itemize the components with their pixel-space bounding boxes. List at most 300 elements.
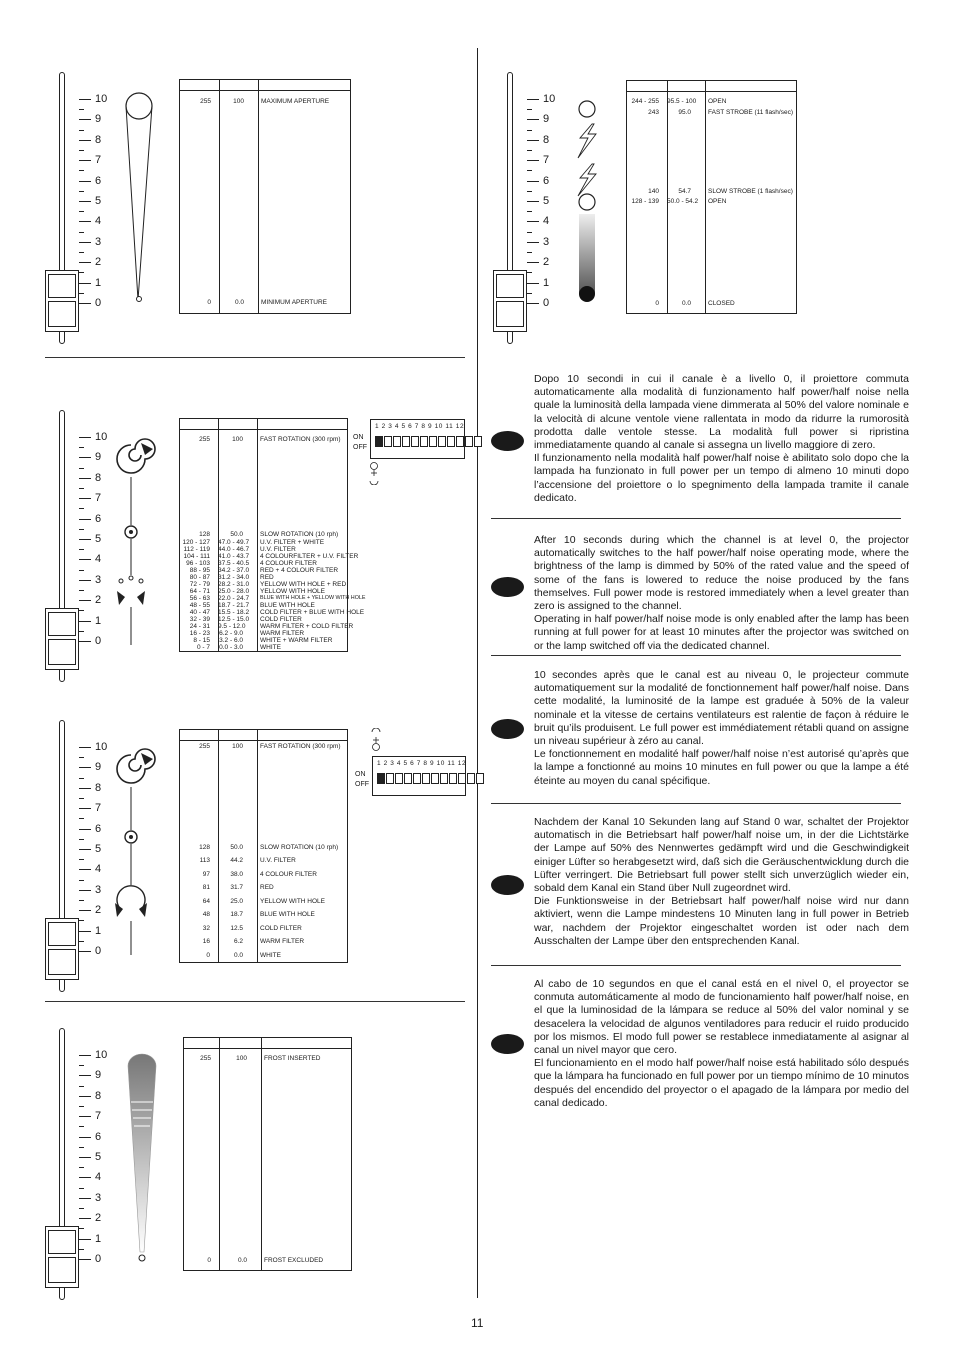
fader-scale-number: 6 (95, 512, 102, 525)
table-cell-pct: 6.2 (233, 938, 243, 945)
dip-switch-toggle (440, 773, 448, 784)
paragraph: After 10 seconds during which the channel is at level 0, the projector automatically switches to the half power/half noise operating mode, where the brightness of the lamp is dimmed by 50% of the rated value and the speed of some of the fans is lowered to reduce the noise produced by the fans themselves. Full power mode is restored immediately when a level greater than zero is assigned to the channel. (534, 534, 909, 613)
table-cell-label: COLD FILTER (260, 615, 302, 623)
dip-switch-toggle (404, 773, 412, 784)
paragraph: Operating in half power/half noise mode is only enabled after the lamp has been running at full power for at least 10 minutes after the projector was switched on or the lamp switched off via the dedicated channel. (534, 613, 909, 652)
fader-knob (45, 270, 79, 332)
fader-scale-number: 3 (95, 1191, 102, 1204)
fader-scale-number: 4 (543, 215, 550, 228)
fader-minor-tick (79, 529, 84, 530)
fader-scale-number: 1 (95, 1232, 102, 1245)
table-cell-pct: 44.2 (230, 857, 243, 864)
paragraph: El funcionamiento en el modo half power/half noise está habilitado sólo después que la lámpara ha funcionado en full power por un tiempo mínimo de 10 minutos después del encendido del proyector o el apagado de la lámpara por medio del canal dedicado. (534, 1057, 909, 1109)
fader-minor-tick (79, 1086, 84, 1087)
dip-switch-toggle (422, 773, 430, 784)
table-cell-pct: 100 (233, 98, 244, 105)
fader-scale-number: 2 (95, 594, 102, 607)
table-cell-label: COLD FILTER + BLUE WITH HOLE (260, 608, 365, 616)
dip-switch-toggle (467, 773, 475, 784)
table-column-rule (219, 80, 220, 313)
fader-tick (79, 559, 91, 560)
fader-minor-tick (79, 211, 84, 212)
table-cell-pct: 0.0 (237, 1257, 247, 1264)
table-cell-pct: 41.0 - 43.7 (218, 552, 250, 560)
fader-scale-number: 7 (95, 492, 102, 505)
table-column-rule (219, 1038, 220, 1270)
fader-minor-tick (79, 1167, 84, 1168)
fader-minor-tick (79, 468, 84, 469)
table-header (627, 81, 796, 92)
fader-minor-tick (79, 920, 84, 921)
fader-tick (527, 160, 539, 161)
fader-minor-tick (79, 549, 84, 550)
fader-scale-number: 9 (95, 1069, 102, 1082)
fader-tick (79, 498, 91, 499)
table-cell-label: 4 COLOUR FILTER (260, 559, 317, 567)
table-cell-pct: 12.5 - 15.0 (218, 615, 250, 623)
table-cell-label: U.V. FILTER (260, 857, 296, 864)
dip-on-off-label (355, 770, 369, 790)
fader-scale-number: 4 (95, 863, 102, 876)
fader-scale-number: 8 (543, 133, 550, 146)
table-cell-dmx: 16 - 23 (189, 629, 210, 637)
table-header (184, 1038, 351, 1049)
fader-tick (79, 849, 91, 850)
table-cell-label: FROST INSERTED (264, 1055, 321, 1062)
fader-tick (79, 99, 91, 100)
column-divider (477, 48, 478, 1298)
fader-tick (79, 303, 91, 304)
fader-tick (79, 437, 91, 438)
table-cell-dmx: 112 - 119 (183, 545, 210, 553)
dip-switch-numbers: 1 2 3 4 5 6 7 8 9 10 11 12 (377, 760, 467, 767)
fader-scale-number: 6 (95, 174, 102, 187)
fader-tick (79, 160, 91, 161)
table-cell-pct: 34.2 - 37.0 (218, 566, 250, 574)
fader-minor-tick (79, 232, 84, 233)
fader-scale-number: 4 (95, 553, 102, 566)
dip-off-label: OFF (353, 444, 367, 451)
fader-minor-tick (79, 1147, 84, 1148)
table-cell-dmx: 244 - 255 (631, 98, 659, 105)
dip-switch-toggle (375, 436, 383, 447)
fader-scale-number: 1 (95, 614, 102, 627)
table-header (180, 80, 350, 91)
dip-on-label: ON (353, 434, 364, 441)
dip-switch-toggle (438, 436, 446, 447)
fader-scale-number: 0 (95, 297, 102, 309)
fader-scale-number: 2 (95, 904, 102, 917)
table-cell-label: BLUE WITH HOLE + YELLOW WITH HOLE (260, 594, 366, 601)
table-cell-pct: 100 (232, 743, 243, 750)
paragraph: Die Funktionsweise in der Betriebsart half power/half noise wird nur dann aktiviert, wenn die Lampe mindestens 10 Minuten lang in full power in Betrieb war, nachdem der Projektor eingeschaltet worden ist oder nach dem Ausschalten der Lampe über den entsprechenden Kanal. (534, 895, 909, 947)
table-cell-dmx: 96 - 103 (186, 559, 210, 567)
table-cell-label: SLOW ROTATION (10 rph) (260, 531, 339, 538)
fader-tick (79, 262, 91, 263)
fader-scale-number: 6 (543, 174, 550, 187)
fader-scale-number: 2 (95, 256, 102, 269)
fader-scale-number: 7 (543, 154, 550, 167)
dip-switch-numbers: 1 2 3 4 5 6 7 8 9 10 11 12 (375, 423, 465, 430)
gobo-rotation-icon (113, 745, 163, 960)
table-cell-label: MINIMUM APERTURE (261, 299, 327, 306)
fader-tick (527, 140, 539, 141)
table-cell-pct: 28.2 - 31.0 (218, 580, 250, 588)
table-column-rule (257, 730, 258, 962)
table-cell-dmx: 0 (207, 299, 211, 306)
fader-scale-number: 1 (543, 276, 550, 289)
fader-minor-tick (79, 859, 84, 860)
table-cell-pct: 25.0 - 28.0 (218, 587, 250, 595)
table-cell-label: 4 COLOURFILTER + U.V. FILTER (260, 552, 359, 560)
table-cell-dmx: 104 - 111 (183, 552, 210, 560)
fader-minor-tick (79, 778, 84, 779)
table-cell-pct: 0.0 (234, 299, 244, 306)
table-cell-label: FAST ROTATION (300 rpm) (260, 436, 341, 443)
iris-aperture-icon (122, 90, 158, 305)
dip-switch-toggle (465, 436, 473, 447)
dip-switch-toggle (431, 773, 439, 784)
fader-minor-tick (79, 610, 84, 611)
table-cell-dmx: 24 - 31 (189, 622, 210, 630)
fader-minor-tick (79, 272, 84, 273)
fader-tick (79, 1239, 91, 1240)
fader-scale-number: 2 (95, 1212, 102, 1225)
fader-scale-number: 3 (95, 883, 102, 896)
dip-switch-toggle (411, 436, 419, 447)
table-cell-dmx: 255 (199, 436, 210, 443)
fader-minor-tick (79, 508, 84, 509)
gobo-rotation-icon (113, 435, 163, 650)
table-cell-label: YELLOW WITH HOLE (260, 898, 326, 905)
fader-tick (527, 119, 539, 120)
fader-tick (79, 119, 91, 120)
fader-minor-tick (79, 1188, 84, 1189)
table-cell-pct: 0.0 - 3.0 (219, 643, 243, 651)
table-cell-label: OPEN (708, 98, 727, 105)
fader-tick (79, 767, 91, 768)
table-cell-dmx: 255 (200, 1055, 211, 1062)
fader-tick (79, 869, 91, 870)
fader-tick (79, 910, 91, 911)
fader-scale-number: 5 (95, 1151, 102, 1163)
dip-switch-toggle (429, 436, 437, 447)
paragraph: Dopo 10 secondi in cui il canale è a livello 0, il proiettore commuta automaticamente alla modalità di funzionamento half power/half noise nella quale la luminosità della lampada viene dimmerata al 50% del valore nominale e la velocità di alcune ventole viene rallentata in modo da ridurre la rumorosità prodotta dalle ventole stesse. La modalità full power si ripristina immediatamente quando al canale si assegna un livello maggiore di zero. (534, 373, 909, 452)
fader-minor-tick (79, 130, 84, 131)
fader-knob (493, 270, 527, 332)
dip-switch-toggle (386, 773, 394, 784)
table-cell-pct: 100 (236, 1055, 247, 1062)
table-cell-pct: 3.2 - 6.0 (219, 636, 243, 644)
fader-minor-tick (79, 570, 84, 571)
table-cell-dmx: 72 - 79 (189, 580, 210, 588)
fader-scale-number: 9 (543, 113, 550, 126)
fader-tick (79, 1218, 91, 1219)
fader-minor-tick (79, 1106, 84, 1107)
fader-tick (79, 621, 91, 622)
fader-minor-tick (79, 252, 84, 253)
fader-tick (79, 283, 91, 284)
table-cell-pct: 38.0 (230, 871, 243, 878)
table-column-rule (257, 419, 258, 651)
fader-minor-tick (79, 941, 84, 942)
table-cell-dmx: 64 (202, 898, 210, 905)
fader-scale-number: 10 (95, 741, 108, 753)
fader-minor-tick (79, 1126, 84, 1127)
fader-scale-number: 8 (95, 1089, 102, 1102)
table-cell-label: COLD FILTER (260, 925, 302, 932)
table-cell-label: WARM FILTER + COLD FILTER (260, 622, 354, 630)
fader-scale-number: 9 (95, 113, 102, 126)
table-cell-label: WARM FILTER (260, 938, 305, 945)
page-number: 11 (471, 1316, 484, 1330)
table-cell-pct: 0.0 (681, 300, 691, 307)
fader-scale-number: 0 (95, 1253, 102, 1265)
table-cell-pct: 100 (232, 436, 243, 443)
fader-minor-tick (79, 170, 84, 171)
fader-minor-tick (79, 293, 84, 294)
table-cell-dmx: 0 (655, 300, 659, 307)
table-cell-dmx: 40 - 47 (189, 608, 210, 616)
fader-tick (79, 519, 91, 520)
language-badge-en (491, 577, 524, 597)
text-block-french (534, 669, 909, 788)
language-divider (491, 518, 901, 519)
table-cell-dmx: 128 (199, 531, 210, 538)
fader-minor-tick (79, 447, 84, 448)
fader-tick (79, 1116, 91, 1117)
table-cell-pct: 25.0 (230, 898, 243, 905)
table-cell-pct: 15.5 - 18.2 (218, 608, 250, 616)
table-cell-dmx: 88 - 95 (189, 566, 210, 574)
dip-switch-toggle (384, 436, 392, 447)
fader-tick (79, 1177, 91, 1178)
table-cell-label: FAST ROTATION (300 rpm) (260, 743, 341, 750)
fader-tick (79, 1096, 91, 1097)
paragraph: Le fonctionnement en modalité half power/half noise n’est autorisé qu’après que la lampe a fonctionné au moins 10 minutes en full power ou que la lampe a été éteinte au moyen du canal spécifique. (534, 748, 909, 787)
fader-scale-number: 6 (95, 822, 102, 835)
table-cell-dmx: 140 (648, 188, 659, 195)
table-cell-dmx: 120 - 127 (182, 538, 210, 546)
table-cell-label: SLOW STROBE (1 flash/sec) (708, 188, 793, 195)
fader-scale-number: 3 (543, 235, 550, 248)
fader-scale-number: 0 (543, 297, 550, 309)
fader-tick (527, 242, 539, 243)
table-cell-pct: 95.0 (678, 109, 691, 116)
language-badge-it (491, 431, 524, 451)
fader-scale-number: 10 (95, 93, 108, 105)
fader-minor-tick (527, 272, 532, 273)
rotation-symbol-icon (370, 728, 382, 752)
paragraph: Nachdem der Kanal 10 Sekunden lang auf Stand 0 war, schaltet der Projektor automatisch in die Betriebsart half power/half noise um, in der die Lichtstärke der Lampe auf 50% des Nennwertes gedämpft wird und die Geschwindigkeit einiger Lüfter so herabgesetzt wird, daß sich die Geräuschentwicklung durch die Lüfter verringert. Die Betriebsart full power stellt sich unverzüglich wieder ein, sobald dem Kanal ein Stand über Null zugeordnet wird. (534, 816, 909, 895)
table-cell-pct: 54.7 (678, 188, 691, 195)
language-badge-fr (491, 719, 524, 739)
fader-minor-tick (527, 170, 532, 171)
fader-tick (79, 931, 91, 932)
table-cell-dmx: 243 (648, 109, 659, 116)
fader-scale-number: 0 (95, 635, 102, 647)
fader-knob (45, 918, 79, 980)
table-cell-dmx: 128 (199, 844, 210, 851)
fader-minor-tick (527, 109, 532, 110)
fader-minor-tick (527, 150, 532, 151)
fader-tick (79, 1259, 91, 1260)
fader-tick (527, 283, 539, 284)
fader-tick (79, 788, 91, 789)
table-cell-dmx: 64 - 71 (189, 587, 210, 595)
fader-tick (79, 1075, 91, 1076)
fader-minor-tick (79, 757, 84, 758)
iris-dmx-table (179, 79, 351, 314)
dip-switch-toggle (449, 773, 457, 784)
fader-scale-number: 4 (95, 1171, 102, 1184)
fader-scale-number: 9 (95, 451, 102, 464)
fader-scale-number: 5 (95, 533, 102, 545)
fader-tick (527, 99, 539, 100)
fader-tick (527, 262, 539, 263)
table-cell-label: YELLOW WITH HOLE + RED (260, 580, 347, 588)
table-header (180, 730, 347, 741)
dip-switch-toggle (393, 436, 401, 447)
table-cell-dmx: 8 - 15 (193, 636, 210, 644)
table-cell-label: RED + 4 COLOUR FILTER (260, 566, 339, 574)
fader-minor-tick (79, 109, 84, 110)
table-cell-label: SLOW ROTATION (10 rph) (260, 844, 339, 851)
table-cell-dmx: 113 (199, 857, 210, 864)
fader-scale-number: 10 (95, 1049, 108, 1061)
table-cell-pct: 37.5 - 40.5 (218, 559, 250, 567)
fader-scale-number: 8 (95, 471, 102, 484)
shutter-strobe-icon (570, 96, 610, 311)
language-divider (491, 655, 901, 656)
table-cell-pct: 47.0 - 49.7 (218, 538, 250, 546)
table-cell-dmx: 128 - 139 (631, 198, 659, 205)
table-cell-dmx: 255 (200, 98, 211, 105)
fader-minor-tick (79, 818, 84, 819)
fader-tick (527, 221, 539, 222)
fader-minor-tick (527, 130, 532, 131)
table-cell-pct: 31.7 (230, 884, 243, 891)
shutter-dmx-table (626, 80, 797, 314)
table-cell-label: WHITE (260, 952, 281, 959)
fader-minor-tick (527, 293, 532, 294)
table-cell-label: FROST EXCLUDED (264, 1257, 324, 1264)
table-cell-label: MAXIMUM APERTURE (261, 98, 330, 105)
fader-minor-tick (79, 191, 84, 192)
table-cell-label: CLOSED (708, 300, 735, 307)
fader-tick (527, 181, 539, 182)
fader-tick (79, 890, 91, 891)
fader-scale-number: 1 (95, 924, 102, 937)
language-divider (491, 803, 901, 804)
table-cell-dmx: 16 (202, 938, 210, 945)
fader-tick (79, 242, 91, 243)
fader-tick (79, 1055, 91, 1056)
fader-scale-number: 7 (95, 1110, 102, 1123)
table-cell-pct: 50.0 (230, 844, 243, 851)
fader-minor-tick (79, 880, 84, 881)
table-cell-dmx: 32 (202, 925, 210, 932)
table-cell-dmx: 80 - 87 (189, 573, 210, 581)
dip-switch (372, 756, 466, 796)
table-cell-label: YELLOW WITH HOLE (260, 587, 326, 595)
fader-scale-number: 10 (543, 93, 556, 105)
fader-scale-number: 5 (543, 195, 550, 207)
dip-on-off-label (353, 433, 367, 453)
table-cell-pct: 18.7 - 21.7 (218, 601, 250, 609)
table-cell-dmx: 97 (202, 871, 210, 878)
fader-tick (79, 600, 91, 601)
fader-tick (79, 140, 91, 141)
dip-switch-toggle (474, 436, 482, 447)
frost-beam-icon (125, 1052, 159, 1267)
gobo-wheel-dmx-table (179, 729, 348, 963)
rotation-symbol-icon (368, 461, 380, 485)
fader-tick (79, 539, 91, 540)
table-column-rule (261, 1038, 262, 1270)
language-badge-es (491, 1034, 524, 1054)
table-cell-dmx: 48 (202, 911, 210, 918)
table-cell-pct: 9.5 - 12.0 (218, 622, 246, 630)
fader-tick (79, 201, 91, 202)
table-cell-label: BLUE WITH HOLE (260, 601, 315, 609)
dip-switch-toggle (395, 773, 403, 784)
dip-switch-toggle (413, 773, 421, 784)
table-cell-label: OPEN (708, 198, 727, 205)
fader-scale-number: 1 (95, 276, 102, 289)
table-cell-label: FAST STROBE (11 flash/sec) (708, 109, 794, 116)
dip-switch-toggle (447, 436, 455, 447)
fader-scale-number: 10 (95, 431, 108, 443)
fader-minor-tick (79, 150, 84, 151)
table-cell-dmx: 0 - 7 (196, 643, 210, 651)
table-header (180, 419, 347, 430)
paragraph: 10 secondes après que le canal est au niveau 0, le projecteur commute automatiquement sur la modalité de fonctionnement half power/half noise. Dans cette modalité, la luminosité de la lampe est graduée à 50% de la valeur nominale et la vitesse de certains ventilateurs est ralentie de façon à réduire le bruit qu’ils produisent. Le full power est immédiatement rétabli quand on assigne un niveau supérieur à zéro au canal. (534, 669, 909, 748)
table-cell-dmx: 32 - 39 (189, 615, 210, 623)
table-cell-label: U.V. FILTER (260, 545, 296, 553)
dip-on-label: ON (355, 771, 366, 778)
table-cell-dmx: 48 - 55 (189, 601, 210, 609)
table-cell-dmx: 0 (206, 952, 210, 959)
text-block-spanish (534, 978, 909, 1110)
fader-minor-tick (527, 191, 532, 192)
fader-tick (79, 221, 91, 222)
paragraph: Il funzionamento nella modalità half power/half noise è abilitato solo dopo che la lampada ha funzionato in full power per un tempo di almeno 10 minuti dopo l’accensione del proiettore o lo spegnimento della lampada tramite il canale dedicato. (534, 452, 909, 504)
fader-minor-tick (79, 488, 84, 489)
dip-switch-toggle (476, 773, 484, 784)
fader-tick (527, 201, 539, 202)
language-badge-de (491, 875, 524, 895)
fader-scale-number: 7 (95, 802, 102, 815)
table-column-rule (705, 81, 706, 313)
fader-tick (527, 303, 539, 304)
fader-scale-number: 6 (95, 1130, 102, 1143)
dip-switch-toggle (458, 773, 466, 784)
table-cell-label: BLUE WITH HOLE (260, 911, 315, 918)
fader-tick (79, 808, 91, 809)
fader-scale-number: 9 (95, 761, 102, 774)
dip-switch-row (377, 773, 484, 784)
fader-scale-number: 3 (95, 573, 102, 586)
fader-tick (79, 951, 91, 952)
fader-scale-number: 7 (95, 154, 102, 167)
text-block-german (534, 816, 909, 948)
table-cell-pct: 95.5 - 100 (667, 98, 697, 105)
fader-tick (79, 1157, 91, 1158)
table-cell-label: U.V. FILTER + WHITE (260, 538, 325, 546)
fader-tick (79, 580, 91, 581)
table-cell-label: WHITE + WARM FILTER (260, 636, 333, 644)
